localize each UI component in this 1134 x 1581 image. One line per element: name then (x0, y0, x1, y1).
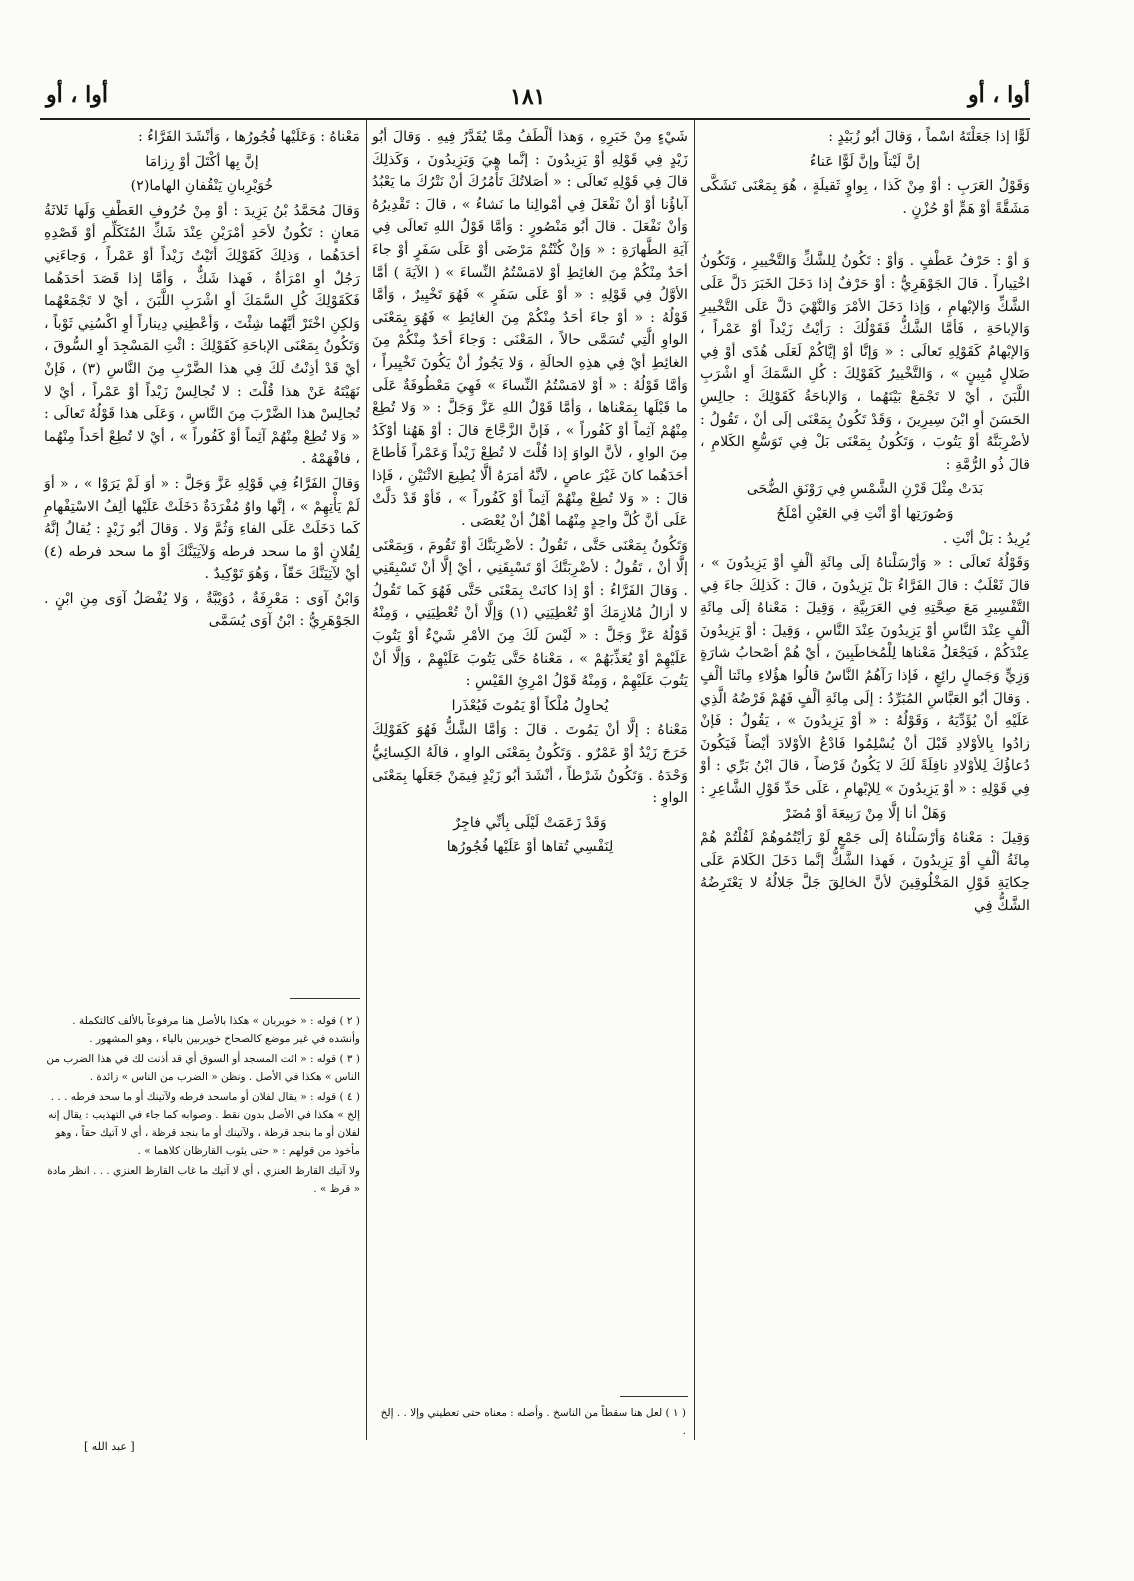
footnote-rule-middle (620, 1396, 688, 1397)
footnote: ( ١ ) لعل هنا سقطاً من الناسخ . وأصله : معناه حتى تعطيني وإلا . . إلخ . (380, 1407, 686, 1437)
running-title-left: أوا ، أو (46, 82, 109, 108)
verse: إنَّ بِها أكْتَلَ أوْ رِزامَا (145, 153, 259, 170)
paragraph: شَيْءٍ مِنْ خَبَرِهِ ، وَهذا ألْطَفُ مِمَّا يُقَدَّرُ فِيهِ . وَقالَ أبُو زَيْدٍ فِي قَوْلِهِ أوْ يَزِيدُونَ : إنَّما هِيَ وَيَزِيدُونَ ، وَكَذلِكَ قالَ فِي قَوْلِهِ تَعالَى : « أصَلاتُكَ تَأْمُرُكَ أنْ نَتْرُكَ ما يَعْبُدُ آباؤُنا أوْ أنْ نَفْعَلَ فِي أمْوالِنا ما نَشاءُ » ، قالَ : تَقْدِيرُهُ وَأنْ نَفْعَلَ . قالَ أبُو مَنْصُورٍ : وَأمَّا قَوْلُ اللهِ تَعالَى فِي آيَةِ الطَّهارَةِ : « وَإنْ كُنْتُمْ مَرْضَى أوْ عَلَى سَفَرٍ أوْ جاءَ أحَدٌ مِنْكُمْ مِنَ الغائِطِ أوْ لامَسْتُمُ النِّساءَ » ( الآيَةَ ) أمَّا الأوَّلُ فِي قَوْلِهِ : « أوْ عَلَى سَفَرٍ » فَهُوَ تَخْيِيرٌ ، وَأمَّا قَوْلُهُ : « أوْ جاءَ أحَدٌ مِنْكُمْ مِنَ الغائِطِ » فَهُوَ بِمَعْنَى الواوِ الَّتِي تُسَمَّى حالاً ، المَعْنَى : وَجاءَ أحَدٌ مِنْكُمْ مِنَ الغائِطِ أيْ فِي هذِهِ الحالَةِ ، وَلا يَجُوزُ أنْ يَكُونَ تَخْيِيراً ، وَأمَّا قَوْلُهُ : « أوْ لامَسْتُمُ النِّساءَ » فَهِيَ مَعْطُوفَةٌ عَلَى ما قَبْلَها بِمَعْناها ، وَأمَّا قَوْلُ اللهِ عَزَّ وَجَلَّ : « وَلا تُطِعْ مِنْهُمْ آثِماً أوْ كَفُوراً » ، فَإنَّ الزَّجَّاجَ قالَ : أوْ هَهُنا أوْكَدُ مِنَ الواوِ ، لأنَّ الواوَ إذا قُلْتَ لا تُطِعْ زَيْداً وَعَمْراً فَأطاعَ أحَدَهُما كانَ غَيْرَ عاصٍ ، لأنَّهُ أمَرَهُ ألَّا يُطِيعَ الاثْنَيْنِ ، فَإذا قالَ : « وَلا تُطِعْ مِنْهُمْ آثِماً أوْ كَفُوراً » ، فَأوْ قَدْ دَلَّتْ عَلَى أنَّ كُلَّ واحِدٍ مِنْهُما أهْلٌ أنْ يُعْصَى . (372, 129, 688, 530)
footnotes-left (44, 1012, 360, 1200)
verse: بَدَتْ مِثْلَ قَرْنِ الشَّمْسِ فِي رَوْنَقِ الضُّحَى (746, 481, 984, 498)
column-right (700, 126, 1030, 920)
verse: إنَّ لَيْتاً وإنَّ لَوًّا عَناءُ (809, 153, 921, 170)
page-header (40, 78, 1030, 118)
paragraph: وَتَكُونُ بِمَعْنَى حَتَّى ، تَقُولُ : لأضْرِبَنَّكَ أوْ تَقُومَ ، وَبِمَعْنَى إلَّا أنْ ، تَقُولُ : لأضْرِبَنَّكَ أوْ تَسْبِقَنِي ، أيْ إلَّا أنْ تَسْبِقَنِي . وَقالَ الفَرَّاءُ : أوْ إذا كانَتْ بِمَعْنَى حَتَّى فَهُوَ كَما تَقُولُ لا أزالُ مُلازِمَكَ أوْ تُعْطِيَنِي (١) وَإلَّا أنْ تُعْطِيَنِي ، وَمِنْهُ قَوْلُهُ عَزَّ وَجَلَّ : « لَيْسَ لَكَ مِنَ الأمْرِ شَيْءٌ أوْ يَتُوبَ عَلَيْهِمْ أوْ يُعَذِّبَهُمْ » ، مَعْناهُ حَتَّى يَتُوبَ عَلَيْهِمْ ، وَإلَّا أنْ يَتُوبَ عَلَيْهِمْ ، وَمِنْهُ قَوْلُ امْرِئِ القَيْسِ : (372, 537, 688, 690)
column-divider-left (366, 120, 367, 1440)
page-number: ١٨١ (510, 84, 546, 110)
paragraph: وَقَوْلُ العَرَبِ : أوْ مِنْ كَذا ، بِواوٍ ثَقيلَةٍ ، هُوَ بِمَعْنَى تَشَكَّى مَشَقَّةً أوْ هَمٍّ أوْ حُزْنٍ . (700, 178, 1030, 217)
paragraph: وَابْنُ آوَى : مَعْرِفَةٌ ، دُوَيْبَّةٌ ، وَلا يُفْصَلُ آوَى مِنِ ابْنٍ . الجَوْهَرِيُّ : ابْنُ آوَى يُسَمَّى (44, 590, 360, 630)
column-middle (372, 126, 688, 861)
verse: وَهَلْ أنا إلَّا مِنْ رَبِيعَةَ أوْ مُضَرْ (783, 805, 947, 822)
column-divider-right (694, 120, 695, 1440)
paragraph: لَوًّا إذا جَعَلْتَهُ اسْماً ، وَقالَ أبُو زُبَيْدٍ : (828, 129, 1030, 145)
column-left (44, 126, 360, 635)
verse: خُوَيْرِبانِ يَنْقُفانِ الهاما(٢) (130, 178, 274, 195)
verse: وَصُورَتِها أوْ أنْتِ فِي العَيْنِ أمْلَحُ (776, 505, 954, 522)
paragraph: مَعْناهُ : وَعَلَيْها فُجُورُها ، وَأنْشَدَ الفَرَّاءُ : (138, 129, 360, 145)
paragraph: وَقِيلَ : مَعْناهُ وَأرْسَلْناهُ إلَى جَمْعٍ لَوْ رَأيْتُمُوهُمْ لَقُلْتُمْ هُمْ مِائَةُ ألْفٍ أوْ يَزِيدُونَ ، فَهذا الشَّكُّ إنَّما دَخَلَ الكَلامَ عَلَى حِكايَةِ قَوْلِ المَخْلُوقِينَ لأنَّ الخالِقَ جَلَّ جَلالُهُ لا يَعْتَرِضُهُ الشَّكُّ فِي (700, 830, 1030, 914)
running-title-right: أوا ، أو (967, 82, 1030, 108)
footnotes-middle (380, 1404, 686, 1442)
paragraph: مَعْناهُ : إلَّا أنْ يَمُوتَ . قالَ : وَأمَّا الشَّكُّ فَهُوَ كَقَوْلِكَ خَرَجَ زَيْدٌ أوْ عَمْرٌو . وَتَكُونُ بِمَعْنَى الواوِ ، قالَهُ الكِسائِيُّ وَحْدَهُ . وَتَكُونُ شَرْطاً ، أنْشَدَ أبُو زَيْدٍ فِيمَنْ جَعَلَها بِمَعْنَى الواوِ : (372, 722, 688, 807)
paragraph: وَ أوْ : حَرْفُ عَطْفٍ . وَأوْ : تَكُونُ لِلشَّكِّ وَالتَّخْييرِ ، وَتَكُونُ اخْتِياراً . قالَ الجَوْهَرِيُّ : أوْ حَرْفٌ إذا دَخَلَ الخَبَرَ دَلَّ عَلَى الشَّكِّ وَالإبْهامِ ، وَإذا دَخَلَ الأمْرَ وَالنَّهْيَ دَلَّ عَلَى التَّخْييرِ وَالإباحَةِ ، فَأمَّا الشَّكُّ فَقَوْلُكَ : رَأيْتُ زَيْداً أوْ عَمْراً ، وَالإبْهامُ كَقَوْلِهِ تَعالَى : « وَإنَّا أوْ إيَّاكُمْ لَعَلَى هُدًى أوْ فِي ضَلالٍ مُبِينٍ » ، وَالتَّخْييرُ كَقَوْلِكَ : كُلِ السَّمَكَ أوِ اشْرَبِ اللَّبَنَ ، أيْ لا تَجْمَعْ بَيْنَهُما ، وَالإباحَةُ كَقَوْلِكَ : جالِسِ الحَسَنَ أوِ ابْنَ سِيرِينَ ، وَقَدْ تَكُونُ بِمَعْنَى إلَى أنْ ، تَقُولُ : لأضْرِبَنَّهُ أوْ يَتُوبَ ، وَتَكُونُ بِمَعْنَى بَلْ فِي تَوَسُّعِ الكَلامِ ، قالَ ذُو الرُّمَّةِ : (700, 253, 1030, 473)
paragraph: وَقالَ مُحَمَّدُ بْنُ يَزِيدَ : أوْ مِنْ حُرُوفِ العَطْفِ وَلَها ثَلاثَةُ مَعانٍ : تَكُونُ لأحَدِ أمْرَيْنِ عِنْدَ شَكِّ المُتَكَلِّمِ أوْ قَصْدِهِ أحَدَهُما ، وَذلِكَ كَقَوْلِكَ أتَيْتُ زَيْداً أوْ عَمْراً ، وَجاءَنِي رَجُلٌ أوِ امْرَأةٌ ، فَهذا شَكٌّ ، وَأمَّا إذا قَصَدَ أحَدَهُما فَكَقَوْلِكَ كُلِ السَّمَكَ أوِ اشْرَبِ اللَّبَنَ ، أيْ لا تَجْمَعْهُما وَلكِنِ اخْتَرْ أيَّهُما شِئْتَ ، وَأعْطِنِي دِيناراً أوِ اكْسُنِي ثَوْباً ، وَتَكُونُ بِمَعْنَى الإباحَةِ كَقَوْلِكَ : ائْتِ المَسْجِدَ أوِ السُّوقَ ، أيْ قَدْ أذِنْتُ لَكَ فِي هذا الضَّرْبِ مِنَ النَّاسِ (٣) ، فَإنْ نَهَيْتَهُ عَنْ هذا قُلْتَ : لا تُجالِسْ زَيْداً أوْ عَمْراً ، أيْ لا تُجالِسْ هذا الضَّرْبَ مِنَ النَّاسِ ، وَعَلَى هذا قَوْلُهُ تَعالَى : « وَلا تُطِعْ مِنْهُمْ آثِماً أوْ كَفُوراً » ، أيْ لا تُطِعْ أحَداً مِنْهُما ، فافْهَمْهُ . (44, 202, 360, 468)
paragraph: وَقَوْلُهُ تَعالَى : « وَأرْسَلْناهُ إلَى مِائَةِ ألْفٍ أوْ يَزِيدُونَ » ، قالَ ثَعْلَبٌ : قالَ الفَرَّاءُ بَلْ يَزِيدُونَ ، قالَ : كَذلِكَ جاءَ فِي التَّفْسِيرِ مَعَ صِحَّتِهِ فِي العَرَبِيَّةِ ، وَقِيلَ : مَعْناهُ إلَى مِائَةِ ألْفٍ عِنْدَ النَّاسِ أوْ يَزِيدُونَ عِنْدَ النَّاسِ ، وَقِيلَ : أوْ يَزِيدُونَ عِنْدَكُمْ ، فَيَجْعَلُ مَعْناها لِلْمُخاطَبِينَ ، أيْ هُمْ أصْحابُ شارَةٍ وَزِيٍّ وَجَمالٍ رائِعٍ ، فَإذا رَآهُمُ النَّاسُ قالُوا هؤُلاءِ مِائَتا ألْفٍ . وَقالَ أبُو العَبَّاسِ المُبَرِّدُ : إلَى مِائَةِ ألْفٍ فَهُمْ فَرْضُهُ الَّذِي عَلَيْهِ أنْ يُؤَدِّيَهُ ، وَقَوْلُهُ : « أوْ يَزِيدُونَ » ، يَقُولُ : فَإنْ زادُوا بِالأوْلادِ قَبْلَ أنْ يُسْلِمُوا فَادْعُ الأوْلادَ أيْضاً فَيَكُونَ دُعاؤُكَ لِلأوْلادِ نافِلَةً لَكَ لا يَكُونُ فَرْضاً ، قالَ ابْنُ بَرِّي : أوْ فِي قَوْلِهِ : « أوْ يَزِيدُونَ » لِلإبْهامِ ، عَلَى حَدِّ قَوْلِ الشَّاعِرِ : (700, 555, 1030, 798)
footnote: ولا آتيك القارظ العنزي ، أي لا آتيك ما غاب القارظ العنزي . . . انظر مادة « قرظ » . (47, 1165, 360, 1195)
footnote: ( ٢ ) قوله : « خويربان » هكذا بالأصل هنا مرفوعاً بالألف كالتكملة . وأنشده في غير موضع كالصحاح خويربين بالياء ، وهو المشهور . (72, 1015, 360, 1045)
paragraph: وَقالَ الفَرَّاءُ فِي قَوْلِهِ عَزَّ وَجَلَّ : « أوَ لَمْ يَرَوْا » ، « أوَ لَمْ يَأْتِهِمْ » ، إنَّها واوٌ مُفْرَدَةٌ دَخَلَتْ عَلَيْها ألِفُ الاسْتِفْهامِ كَما دَخَلَتْ عَلَى الفاءِ وَثُمَّ وَلا . وَقالَ أبُو زَيْدٍ : يُقالُ إنَّهُ لِفُلانٍ أوْ ما سحد فرطه وَلآتِيَنَّكَ أوْ ما سحد فرطه (٤) أيْ لآتِيَنَّكَ حَقّاً ، وَهُوَ تَوْكِيدٌ . (44, 475, 360, 583)
paragraph: يُرِيدُ : بَلْ أنْتِ . (942, 530, 1030, 547)
verse: وَقَدْ زَعَمَتْ لَيْلَى بِأنِّي فاجِرٌ (453, 814, 607, 831)
footnote: ( ٤ ) قوله : « يقال لفلان أو ماسحد فرطه ولآتينك أو ما سحد فرطه . . . إلخ » هكذا في الأصل بدون نقط . وصوابه كما جاء في التهذيب : يقال إنه لفلان أو ما بنجد قرظة ، ولآتينك أو ما بنجد قرظة ، أي لا آتيك حقاً ، وهو مأخوذ من قولهم : « حتى يئوب القارظان كلاهما » . (48, 1091, 360, 1157)
footnote-rule-left (290, 998, 360, 999)
footnote: ( ٣ ) قوله : « ائت المسجد أو السوق أي قد أذنت لك في هذا الضرب من الناس » هكذا في الأصل . ونظن « الضرب من الناس » زائدة . (46, 1053, 360, 1083)
verse: لِنَفْسِي تُقاها أوْ عَلَيْها فُجُورُها (446, 839, 614, 856)
editor-signature: [ عبد الله ] (84, 1440, 135, 1453)
header-rule (40, 118, 1030, 120)
verse: يُحاوِلُ مُلْكاً أوْ يَمُوتَ فَيُعْذَرا (451, 697, 609, 714)
